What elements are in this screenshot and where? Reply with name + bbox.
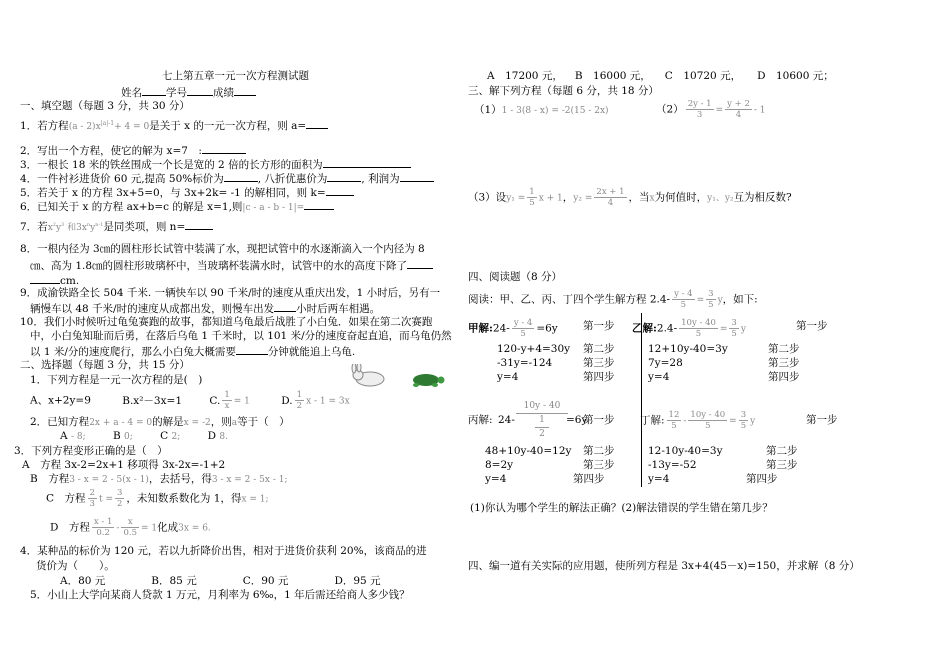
yi-solution-line4: y=4 — [648, 371, 670, 383]
jia-solution-line2: 120-y+4=30y — [497, 343, 571, 355]
choice-q3: 3．下列方程变形正确的是（ ） — [14, 445, 168, 457]
bing-step4: 第四步 — [573, 473, 605, 485]
choice-q3-d: D 方程 $\frac{x - 1}{0.2}$ - $\frac{x}{0.5}$ = 1化成3x = 6. — [50, 517, 211, 538]
bing-step3: 第三步 — [583, 459, 615, 471]
fill-q4: 4．一件衬衫进货价 60 元,提高 50%标价为 , 八折优惠价为 , 利润为 — [20, 171, 434, 186]
jia-step3: 第三步 — [583, 357, 615, 369]
choice-q4-line1: 4．某种品的标价为 120 元，若以九折降价出售，相对于进货价获利 20%，该商品的进 — [20, 545, 427, 557]
solve-q3: （3）设y₁ = $\frac{1}{5}$ x + 1，y₂ = $\frac{2x + 1}{4}$ ，当x为何值时，y₁、y₂互为相反数? — [468, 187, 792, 208]
choice-q3-b: B 方程3 - x = 2 - 5(x - 1)，去括号，得3 - x = 2 - 5x - 1; — [30, 473, 288, 485]
yi-solution-line2: 12+10y-40=3y — [648, 343, 728, 355]
page-title: 七上第五章一元一次方程测试题 — [162, 70, 309, 82]
fill-q3: 3．一根长 18 米的铁丝围成一个长是宽的 2 倍的长方形的面积为 — [20, 157, 411, 172]
choice-q4-options: A．80 元 B．85 元 C．90 元 D．95 元 — [60, 575, 381, 587]
jia-solution-line4: y=4 — [497, 371, 519, 383]
fill-q1: 1．若方程$(a - 2)x^{|a|-1}+ 4 = 0$是关于 x 的一元一次方程，则 a= — [20, 117, 328, 134]
bing-step1: 第一步 — [583, 414, 615, 426]
bing-complex-fraction: 10y - 40 1 2 — [516, 400, 568, 441]
solve-q2: （2） $\frac{2y - 1}{3}$ = $\frac{y + 2}{4}$ - 1 — [656, 99, 766, 120]
ding-solution-line3: -13y=-52 — [648, 459, 697, 471]
section4-heading: 四、阅读题（8 分） — [468, 271, 563, 283]
bing-label: 丙解: — [468, 414, 493, 426]
ding-solution-line2: 12-10y-40=3y — [648, 445, 723, 457]
choice-q3-a: A 方程 3x-2=2x+1 移项得 3x-2x=-1+2 — [22, 459, 226, 471]
choice-q1: 1．下列方程是一元一次方程的是( ) — [30, 374, 203, 386]
choice-q1-options: A、x+2y=9 B.x²－3x=1 C. $\frac{1}{x}$ = 1 D. $\frac{1}{2}$ x - 1 = 3x — [30, 390, 350, 411]
choice-q2: 2．已知方程2x + a - 4 = 0的解是x = -2，则a等于（ ） — [30, 416, 290, 428]
yi-step2: 第二步 — [768, 343, 800, 355]
bing-step2: 第二步 — [583, 445, 615, 457]
fill-q5: 5．若关于 x 的方程 3x+5=0，与 3x+2k= -1 的解相同，则 k= — [20, 185, 354, 200]
choice-q5-options: A 17200 元， B 16000 元， C 10720 元， D 10600 元； — [487, 70, 834, 82]
fill-q8-line3: cm. — [30, 273, 79, 288]
ding-step2: 第二步 — [766, 445, 798, 457]
jia-step1: 第一步 — [583, 320, 615, 332]
fill-q9-line2: 辆慢车以 48 千米/时的速度从成都出发，则慢车出发 小时后两车相遇。 — [30, 303, 381, 315]
fill-q10-line2: 中，小白兔知耻而后勇，在落后乌龟 1 千米时，以 101 米/分的速度奋起直追，而乌龟仍然 — [30, 330, 452, 342]
ding-step1: 第一步 — [806, 414, 838, 426]
ding-step3: 第三步 — [766, 459, 798, 471]
section1-heading: 一、填空题（每题 3 分，共 30 分） — [20, 100, 190, 112]
fill-q6: 6．已知关于 x 的方程 ax+b=c 的解是 x=1,则|c - a - b - 1|= — [20, 199, 334, 215]
yi-step1: 第一步 — [796, 320, 828, 332]
bing-solution-suffix: =6y — [566, 414, 588, 426]
jia-step4: 第四步 — [583, 371, 615, 383]
rabbit-illustration — [348, 364, 390, 388]
choice-q4-line2: 货价为（ ）。 — [36, 560, 115, 572]
bing-solution-line2: 48+10y-40=12y — [485, 445, 572, 457]
choice-q3-c: C 方程 $\frac{2}{3}$ t = $\frac{3}{2}$ ，未知数系数化为 1，得x = 1; — [46, 488, 269, 509]
jia-solution-line3: -31y=-124 — [497, 357, 553, 369]
section2-heading: 二、选择题（每题 3 分，共 15 分） — [20, 359, 190, 371]
jia-solution-line1: 甲解:24- $\frac{y - 4}{5}$ =6y — [468, 318, 558, 339]
fill-q10-line3: 以 1 米/分的速度爬行，那么小白兔大概需要 分钟就能追上乌龟. — [30, 346, 356, 358]
bing-solution-prefix: 24- — [498, 414, 515, 426]
choice-q2-options: A - 8; B 0; C 2; D 8. — [60, 430, 228, 442]
ding-step4: 第四步 — [746, 473, 778, 485]
student-info: 姓名 学号 成绩 — [121, 85, 256, 100]
fill-q9-line1: 9．成渝铁路全长 504 千米. 一辆快车以 90 千米/时的速度从重庆出发，1 小时后，另有一 — [20, 287, 441, 299]
fill-q8-line2: ㎝、高为 1.8㎝的圆柱形玻璃杯中，当玻璃杯装满水时，试管中的水的高度下降了 — [30, 258, 433, 273]
fill-q10-line1: 10．我们小时候听过龟兔赛跑的故事，都知道乌龟最后战胜了小白兔．如果在第二次赛跑 — [20, 316, 433, 328]
section3-heading: 三、解下列方程（每题 6 分，共 18 分） — [468, 85, 659, 97]
fill-q7: 7．若$x^2y^3$ 和$3x^ny^{n-1}$是同类项，则 n= — [20, 219, 213, 235]
section5-heading: 四、编一道有关实际的应用题，使所列方程是 3x+4(45－x)=150，并求解（8 分） — [468, 560, 860, 572]
fill-q8-line1: 8．一根内径为 3㎝的圆柱形长试管中装满了水，现把试管中的水逐渐滴入一个内径为 8 — [20, 243, 425, 255]
reading-question: (1)你认为哪个学生的解法正确？(2)解法错误的学生错在第几步？ — [470, 502, 773, 514]
fill-q2: 2．写出一个方程，使它的解为 x=7 : — [20, 143, 246, 158]
yi-solution-line3: 7y=28 — [648, 357, 683, 369]
solve-q1: （1）1 - 3(8 - x) = -2(15 - 2x) — [474, 104, 609, 116]
jia-step2: 第二步 — [583, 343, 615, 355]
ding-solution-line4: y=4 — [648, 473, 670, 485]
ding-solution-line1: 丁解: $\frac{12}{5}$ - $\frac{10y - 40}{5}$ = $\frac{3}{5}$ y — [640, 410, 756, 431]
reading-intro: 阅读：甲、乙、丙、丁四个学生解方程 2.4- $\frac{y - 4}{5}$ = $\frac{3}{5}$ y，如下: — [468, 289, 758, 310]
turtle-illustration — [406, 371, 446, 387]
bing-solution-line4: y=4 — [485, 473, 507, 485]
yi-step4: 第四步 — [768, 371, 800, 383]
yi-solution-line1: 乙解:2.4- $\frac{10y - 40}{5}$ = $\frac{3}{5}$ y — [632, 318, 746, 339]
choice-q5: 5．小山上大学向某商人贷款 1 万元，月利率为 6‰，1 年后需还给商人多少钱？ — [30, 589, 410, 601]
yi-step3: 第三步 — [768, 357, 800, 369]
bing-solution-line3: 8=2y — [485, 459, 514, 471]
